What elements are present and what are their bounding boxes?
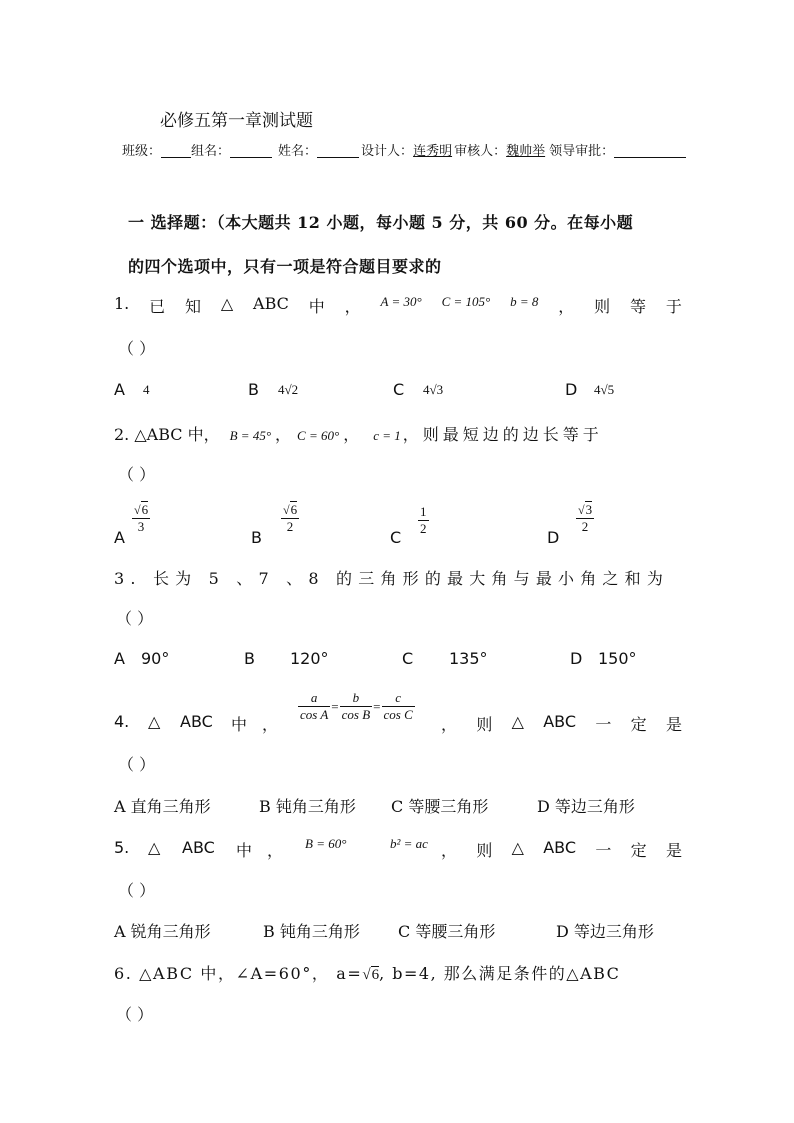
q5-condition-b2: b² = ac	[390, 836, 428, 851]
q1-option-c-value[interactable]: 4√3	[423, 382, 444, 397]
q1-option-c-label: C	[393, 380, 405, 399]
q5-option-a[interactable]: A 锐角三角形	[114, 922, 211, 941]
q3-option-d-label: D	[570, 649, 583, 668]
q5-option-c[interactable]: C 等腰三角形	[398, 922, 496, 941]
q2-option-d-label: D	[547, 528, 560, 547]
q1-option-a-label: A	[114, 380, 125, 399]
reviewer-name: 魏帅举	[506, 144, 546, 159]
q1-word: 等	[629, 297, 646, 316]
q5-triangle: △	[148, 838, 161, 857]
q1-option-b-value[interactable]: 4√2	[278, 382, 299, 397]
q4-word: ABC	[543, 712, 577, 731]
q4-comma: ，	[262, 715, 279, 734]
q5-number: 5.	[114, 838, 130, 857]
q5-option-b[interactable]: B 钝角三角形	[263, 922, 360, 941]
q6-sqrt-radicand: 6	[371, 967, 380, 983]
q1-word: 则	[594, 297, 611, 316]
question-2: 2. △ABC 中， B = 45° ， C = 60° ， c = 1 ，则最短边的边长等于	[114, 422, 682, 445]
q2-option-b-label: B	[251, 528, 262, 547]
approver-label: 领导审批：	[549, 144, 615, 159]
q5-word: 是	[665, 841, 682, 860]
q4-triangle: △	[148, 712, 161, 731]
approver-blank[interactable]	[614, 143, 686, 158]
q2-condition-b: B = 45°	[229, 428, 272, 443]
q4-condition-ratio: $\frac{a}{\text{cos A}}$ = $\frac{b}{\text{cos B}}$ = $\frac{c}{\text{cos C}}$	[300, 690, 413, 722]
q2-option-d-value[interactable]: $\frac{√3}{2}$	[578, 502, 593, 534]
q1-word: 已	[149, 297, 166, 316]
q4-option-a[interactable]: A 直角三角形	[114, 797, 211, 816]
designer-label: 设计人：	[361, 144, 414, 159]
q5-word: ，	[441, 841, 458, 860]
q3-option-d-value[interactable]: 150°	[598, 649, 637, 668]
q5-word: 中	[236, 841, 253, 860]
q4-option-b[interactable]: B 钝角三角形	[259, 797, 356, 816]
q1-word: ，	[344, 297, 361, 316]
q4-abc: ABC	[180, 712, 213, 731]
q2-option-a-value[interactable]: $\frac{√6}{3}$	[134, 502, 149, 534]
q2-option-c-label: C	[390, 528, 402, 547]
q5-word: △	[511, 838, 524, 857]
class-blank[interactable]	[161, 143, 191, 158]
q4-option-d[interactable]: D 等边三角形	[537, 797, 635, 816]
q5-word: 定	[630, 841, 647, 860]
q5-tail	[441, 838, 682, 861]
q1-word: 于	[665, 297, 682, 316]
q2-option-b-value[interactable]: $\frac{√6}{2}$	[283, 502, 298, 534]
q1-condition-b: b = 8	[510, 294, 539, 309]
q1-word: 中	[308, 297, 325, 316]
question-1	[114, 294, 682, 317]
q4-tail	[441, 712, 682, 735]
q5-comma: ，	[267, 841, 284, 860]
q1-word: ，	[558, 297, 575, 316]
q1-word: △	[220, 294, 234, 313]
q3-answer-paren[interactable]: （ ）	[116, 609, 154, 628]
q5-abc: ABC	[182, 838, 215, 857]
section-heading-line2: 的四个选项中，只有一项是符合题目要求的	[128, 257, 442, 276]
q4-word: 一	[595, 715, 612, 734]
q3-option-b-label: B	[244, 649, 255, 668]
q6-text-start: 6. △ABC 中，∠A=60°， a=	[114, 964, 363, 983]
q2-tail: ，则最短边的边长等于	[402, 425, 603, 444]
q5-word: 则	[476, 841, 493, 860]
q4-word: 中	[231, 715, 248, 734]
q4-word: ，	[441, 715, 458, 734]
q2-option-a-label: A	[114, 528, 125, 547]
q1-word: ABC	[253, 294, 289, 313]
question-6	[114, 961, 620, 984]
q5-option-d[interactable]: D 等边三角形	[556, 922, 654, 941]
q2-condition-c: C = 60°	[297, 428, 340, 443]
q4-answer-paren[interactable]: （ ）	[118, 755, 156, 774]
q1-condition-a: A = 30°	[380, 294, 422, 309]
q3-option-a-label: A	[114, 649, 125, 668]
q2-head: 2. △ABC 中，	[114, 425, 220, 444]
q4-word: 定	[630, 715, 647, 734]
q2-condition-side: c = 1	[373, 428, 401, 443]
q4-word: 则	[476, 715, 493, 734]
q1-option-b-label: B	[248, 380, 259, 399]
q1-answer-paren[interactable]: （ ）	[118, 339, 156, 358]
q4-word: 是	[665, 715, 682, 734]
q3-option-c-label: C	[402, 649, 414, 668]
q4-number: 4.	[114, 712, 130, 731]
header-meta-line	[122, 140, 686, 159]
q6-text-end: , b=4, 那么满足条件的△ABC	[379, 964, 621, 983]
q5-word: 一	[595, 841, 612, 860]
q5-answer-paren[interactable]: （ ）	[118, 881, 156, 900]
q3-option-c-value[interactable]: 135°	[449, 649, 488, 668]
reviewer-label: 审核人：	[454, 144, 507, 159]
group-blank[interactable]	[230, 143, 272, 158]
name-label: 姓名：	[278, 144, 318, 159]
q1-number: 1.	[114, 294, 130, 313]
q4-word: △	[511, 712, 524, 731]
q1-option-d-value[interactable]: 4√5	[594, 382, 615, 397]
q5-word: ABC	[543, 838, 577, 857]
q3-option-b-value[interactable]: 120°	[290, 649, 329, 668]
section-heading-line1: 一 选择题：（本大题共 12 小题，每小题 5 分，共 60 分。在每小题	[128, 213, 634, 232]
q1-condition-c: C = 105°	[441, 294, 491, 309]
q6-answer-paren[interactable]: （ ）	[116, 1005, 154, 1024]
q1-option-d-label: D	[565, 380, 578, 399]
page-title: 必修五第一章测试题	[160, 111, 313, 131]
q2-option-c-value[interactable]: $\frac{1}{2}$	[420, 504, 427, 536]
name-blank[interactable]	[317, 143, 359, 158]
group-label: 组名：	[191, 144, 231, 159]
class-label: 班级：	[122, 144, 162, 159]
designer-name: 连秀明	[413, 144, 453, 159]
sqrt-icon: √	[362, 967, 371, 983]
q5-condition-b: B = 60°	[305, 836, 347, 851]
q1-option-a-value[interactable]: 4	[143, 382, 150, 397]
q1-word: 知	[185, 297, 202, 316]
q2-answer-paren[interactable]: （ ）	[118, 465, 156, 484]
q4-option-c[interactable]: C 等腰三角形	[391, 797, 489, 816]
question-3: 3. 长为 5 、7 、8 的三角形的最大角与最小角之和为	[114, 569, 670, 588]
q3-option-a-value[interactable]: 90°	[141, 649, 170, 668]
